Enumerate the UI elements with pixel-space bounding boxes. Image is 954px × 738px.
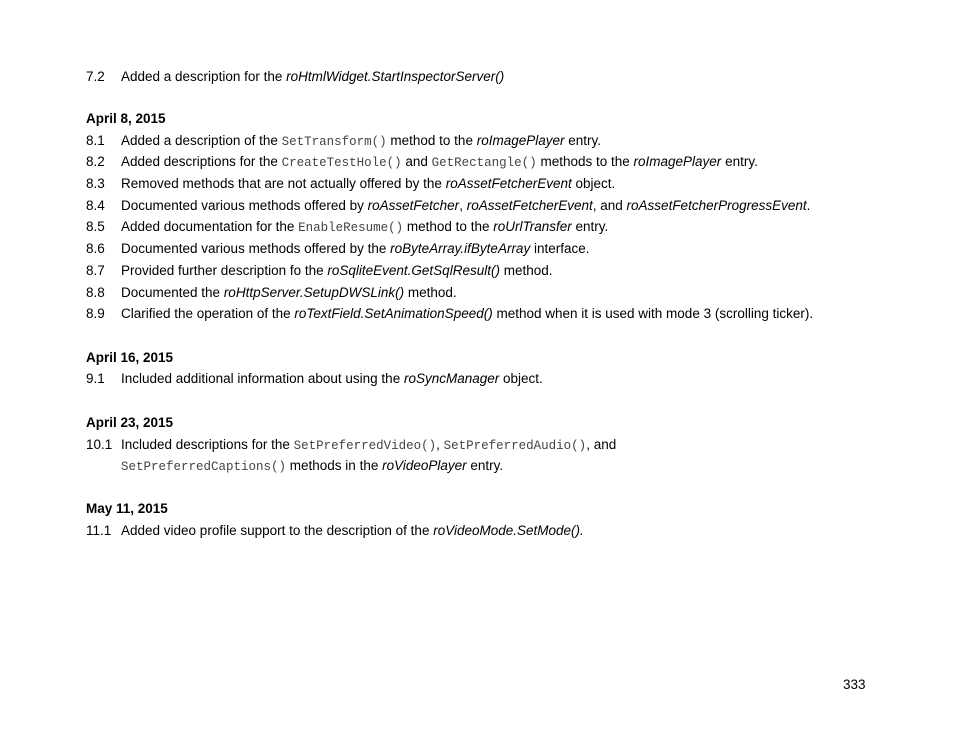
revision-item xyxy=(86,241,589,257)
object-name: roUrlTransfer xyxy=(493,219,572,234)
page-number: 333 xyxy=(843,677,866,692)
text-run: Clarified the operation of the xyxy=(121,306,295,321)
method-name: SetPreferredVideo() xyxy=(293,439,437,453)
revision-date-heading: April 8, 2015 xyxy=(86,111,166,126)
item-number: 8.3 xyxy=(86,176,105,191)
revision-date-heading: May 11, 2015 xyxy=(86,501,168,516)
object-name: roTextField.SetAnimationSpeed() xyxy=(294,306,493,321)
object-name: roAssetFetcherEvent xyxy=(466,198,593,213)
item-number: 9.1 xyxy=(86,371,105,386)
text-run: Added a description of the xyxy=(121,133,282,148)
text-run: Added documentation for the xyxy=(121,219,299,234)
revision-item xyxy=(86,371,543,387)
item-number: 8.5 xyxy=(86,219,105,234)
item-number: 8.9 xyxy=(86,306,105,321)
text-run: , xyxy=(459,198,467,213)
text-run: methods to the xyxy=(536,154,634,169)
revision-item xyxy=(86,523,584,539)
revision-item xyxy=(86,69,504,85)
method-name: SetPreferredCaptions() xyxy=(121,460,287,474)
revision-item xyxy=(86,154,758,171)
text-run: . xyxy=(806,198,811,213)
object-name: roAssetFetcherEvent xyxy=(445,176,572,191)
text-run: method. xyxy=(499,263,553,278)
item-number: 8.7 xyxy=(86,263,105,278)
text-run: Added video profile support to the description of the xyxy=(121,523,434,538)
item-number: 8.4 xyxy=(86,198,105,213)
text-run: Included descriptions for the xyxy=(121,437,294,452)
text-run: object. xyxy=(499,371,543,386)
revision-item xyxy=(86,306,813,322)
object-name: roHttpServer.SetupDWSLink() xyxy=(223,285,405,300)
revision-item-continuation xyxy=(86,458,503,475)
text-run: Documented various methods offered by the xyxy=(121,241,391,256)
revision-date-heading: April 23, 2015 xyxy=(86,415,174,430)
object-name: roSyncManager xyxy=(403,371,500,386)
item-number: 8.1 xyxy=(86,133,105,148)
item-number: 10.1 xyxy=(86,437,113,452)
method-name: CreateTestHole() xyxy=(281,156,402,170)
revision-item xyxy=(86,263,552,279)
text-run: object. xyxy=(571,176,616,191)
text-run: interface. xyxy=(530,241,590,256)
text-run: method to the xyxy=(403,219,494,234)
item-number: 11.1 xyxy=(86,523,112,538)
text-run: , and xyxy=(586,437,617,452)
text-run: , xyxy=(436,437,444,452)
item-number: 8.2 xyxy=(86,154,105,169)
object-name: roVideoPlayer xyxy=(382,458,467,473)
text-run: Documented the xyxy=(121,285,224,300)
object-name: roImagePlayer xyxy=(633,154,722,169)
object-name: roImagePlayer xyxy=(476,133,565,148)
method-name: SetTransform() xyxy=(281,135,387,149)
text-run: entry. xyxy=(721,154,758,169)
text-run: Removed methods that are not actually offered by the xyxy=(121,176,446,191)
text-run: methods in the xyxy=(286,458,383,473)
object-name: roVideoMode.SetMode(). xyxy=(433,523,584,538)
text-run: method to the xyxy=(386,133,477,148)
object-name: roAssetFetcher xyxy=(367,198,460,213)
text-run: method. xyxy=(404,285,457,300)
revision-item xyxy=(86,198,810,214)
revision-item xyxy=(86,176,615,192)
text-run: method when it is used with mode 3 (scrolling ticker). xyxy=(492,306,814,321)
object-name: roSqliteEvent.GetSqlResult() xyxy=(327,263,500,278)
revision-item xyxy=(86,285,457,301)
text-run: Included additional information about using the xyxy=(121,371,404,386)
method-name: GetRectangle() xyxy=(431,156,537,170)
method-name: SetPreferredAudio() xyxy=(443,439,587,453)
object-name: roByteArray.ifByteArray xyxy=(390,241,531,256)
text-run: and xyxy=(401,154,432,169)
text-run: entry. xyxy=(466,458,504,473)
text-run: Provided further description fo the xyxy=(121,263,328,278)
method-name: EnableResume() xyxy=(298,221,404,235)
text-run: Documented various methods offered by xyxy=(121,198,368,213)
revision-item xyxy=(86,437,616,454)
item-number: 7.2 xyxy=(86,69,105,84)
text-run: Added a description for the xyxy=(121,69,287,84)
revision-date-heading: April 16, 2015 xyxy=(86,350,174,365)
text-run: entry. xyxy=(564,133,602,148)
object-name: roHtmlWidget.StartInspectorServer() xyxy=(286,69,505,84)
revision-item xyxy=(86,219,608,236)
object-name: roAssetFetcherProgressEvent xyxy=(626,198,807,213)
text-run: , and xyxy=(592,198,627,213)
text-run: entry. xyxy=(571,219,609,234)
item-number: 8.6 xyxy=(86,241,105,256)
item-number: 8.8 xyxy=(86,285,105,300)
revision-item xyxy=(86,133,601,150)
text-run: Added descriptions for the xyxy=(121,154,282,169)
